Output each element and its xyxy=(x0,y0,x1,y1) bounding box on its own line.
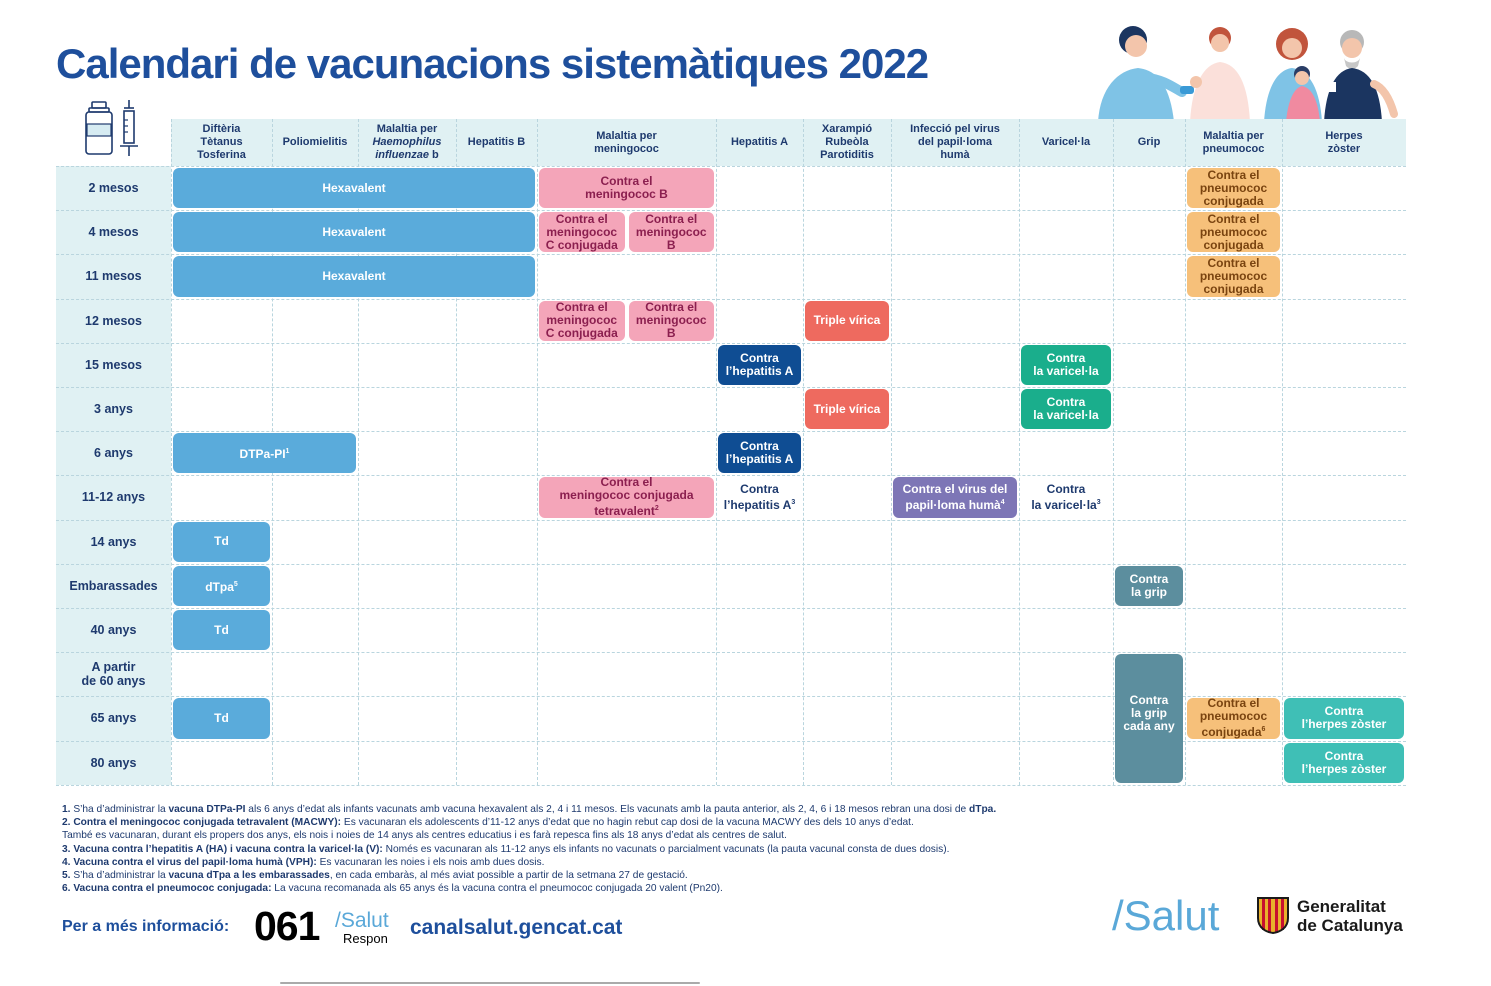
age-row-label xyxy=(56,520,171,564)
cell-text: dTpa$^5$ xyxy=(205,579,238,594)
cell-text: Contra el meningococ C conjugada xyxy=(545,300,618,341)
age-row-label xyxy=(56,608,171,652)
cell-text: DTPa-$PI^1$ xyxy=(239,447,290,462)
age-row-label xyxy=(56,343,171,387)
column-header-text: Hepatitis B xyxy=(467,136,526,148)
footnote-segment: També es vacunaran, durant els propers dos anys, els nois i noies de 14 anys als centres educatius i es farà repesca fins als 18 anys d’edat als centres de salut. xyxy=(62,830,787,842)
footnote-ref: 4 xyxy=(1000,498,1005,506)
column-header-text: Malaltia per pneumococ xyxy=(1202,129,1265,155)
row-divider xyxy=(56,741,1406,742)
row-divider xyxy=(56,652,1406,653)
column-header-text: Herpes zòster xyxy=(1325,129,1363,155)
cell-text: A partir de 60 anys xyxy=(81,660,146,689)
footnote-segment: 5. xyxy=(62,870,74,882)
column-header-hepb xyxy=(456,119,537,166)
row-divider xyxy=(56,564,1406,565)
column-header-text: Diftèria Tètanus Tosferina xyxy=(197,123,246,161)
footnote-line xyxy=(62,829,1162,842)
cell-text: Triple vírica xyxy=(813,401,881,416)
column-divider xyxy=(716,119,717,785)
vaccine-cell xyxy=(1115,654,1183,783)
cell-text: Hexavalent xyxy=(322,224,386,239)
footnote-line xyxy=(62,816,1162,829)
vaccine-cell xyxy=(539,477,714,517)
cell-text: Contra l’hepatitis A xyxy=(725,439,794,467)
cell-text: Contra el meningococ B xyxy=(635,300,707,341)
footnote-segment: vacuna dTpa a les embarassades xyxy=(168,870,330,882)
cell-text: Contra l’hepatitis $A^3$ xyxy=(723,481,796,512)
column-divider xyxy=(537,119,538,785)
website-link[interactable]: canalsalut.gencat.cat xyxy=(410,916,623,939)
vaccine-cell xyxy=(1284,698,1404,738)
age-row-label xyxy=(56,475,171,519)
row-divider xyxy=(56,299,1406,300)
column-header-text: Infecció pel virus del papil·loma humà xyxy=(910,123,1000,161)
cell-text: Contra la varicel·la xyxy=(1033,350,1099,378)
cell-text: Contra l’herpes zòster xyxy=(1301,748,1387,776)
cell-text: Contra la grip cada any xyxy=(1123,692,1175,733)
cell-text: Contra l’hepatitis A xyxy=(725,350,794,378)
generalitat-line-2: de Catalunya xyxy=(1297,916,1403,935)
column-header-polio xyxy=(272,119,358,166)
cell-text: Contra el pneumococ conjugada xyxy=(1199,211,1268,252)
footnote-line xyxy=(62,856,1162,869)
age-row-label xyxy=(56,564,171,608)
column-divider xyxy=(1185,119,1186,785)
vaccine-cell xyxy=(1187,698,1280,738)
vaccine-cell xyxy=(1284,743,1404,783)
footnote-segment: dTpa. xyxy=(969,804,997,815)
cell-text: Contra el meningococ B xyxy=(635,211,707,252)
cell-text: 11-12 anys xyxy=(81,490,146,505)
footnote-segment: S’ha d’administrar la xyxy=(73,804,169,815)
footnote-segment: vacuna DTPa-PI xyxy=(168,804,246,815)
row-divider xyxy=(56,608,1406,609)
vaccine-cell xyxy=(539,168,714,208)
cell-text: 3 anys xyxy=(94,402,133,417)
footnote-ref: 2 xyxy=(654,505,659,513)
vaccine-cell xyxy=(629,301,715,341)
vaccination-calendar-table xyxy=(56,119,1406,785)
column-header-hib xyxy=(358,119,456,166)
column-header-text: Xarampió Rubeòla Parotiditis xyxy=(820,123,874,161)
vaccine-cell xyxy=(1021,345,1111,385)
footnote-ref: 5 xyxy=(233,580,238,588)
cell-text: Contra el pneumococ conjugada xyxy=(1199,255,1268,296)
row-divider xyxy=(56,520,1406,521)
page-title: Calendari de vacunacions sistemàtiques 2022 xyxy=(56,40,929,87)
column-header-text: Grip xyxy=(1137,136,1161,148)
phone-number[interactable]: 061 xyxy=(254,903,320,949)
vaccine-cell xyxy=(629,212,715,252)
footnote-segment: Es vacunaran les noies i els nois amb dues dosis. xyxy=(316,856,545,868)
footnote-segment: S’ha d’administrar la xyxy=(73,870,169,882)
column-divider xyxy=(171,119,172,785)
footnote-segment: 4. Vacuna contra el virus del papil·loma humà (VPH): xyxy=(62,856,317,868)
cell-text: Contra el meningococ C conjugada xyxy=(545,211,618,252)
column-header-pneumo xyxy=(1185,119,1282,166)
vaccine-cell xyxy=(173,566,270,606)
vaccine-cell xyxy=(173,610,270,650)
column-divider xyxy=(891,119,892,785)
row-divider xyxy=(56,431,1406,432)
generalitat-shield-icon xyxy=(1256,896,1290,934)
vaccine-cell xyxy=(1187,256,1280,296)
column-header-grip xyxy=(1113,119,1185,166)
cell-text: Contra el pneumococ conjugada xyxy=(1199,167,1268,208)
row-divider xyxy=(56,475,1406,476)
age-row-label xyxy=(56,254,171,298)
cell-text: Embarassades xyxy=(69,578,158,593)
cell-text: Td xyxy=(214,710,229,725)
vaccine-cell xyxy=(1115,566,1183,606)
cell-text: Hexavalent xyxy=(322,268,386,283)
footnote-segment: 1. xyxy=(62,804,74,815)
footnote-segment: Es vacunaran els adolescents d’11-12 anys d’edat que no hagin rebut cap dosi de la vacuna MACWY des dels 10 anys d’edat. xyxy=(341,817,914,829)
footnote-ref: 3 xyxy=(1096,498,1101,506)
column-header-dtp xyxy=(171,119,272,166)
people-vaccination-illustration xyxy=(1078,18,1400,122)
cell-text: Td xyxy=(214,622,229,637)
column-header-hepa xyxy=(716,119,803,166)
age-row-label xyxy=(56,696,171,740)
cell-text: Contra el virus del papil·loma humà$^4$ xyxy=(902,481,1008,512)
footnote-segment: 6. Vacuna contra el pneumococ conjugada: xyxy=(62,883,272,895)
vaccine-cell xyxy=(718,345,801,385)
more-info-label: Per a més informació: xyxy=(62,918,230,935)
cell-text: 11 mesos xyxy=(85,269,142,284)
vaccine-cell xyxy=(893,477,1017,517)
column-divider xyxy=(803,119,804,785)
cell-text: Contra el meningococ B xyxy=(585,174,668,202)
age-row-label xyxy=(56,652,171,696)
column-header-text: Varicel·la xyxy=(1041,136,1091,148)
age-row-label xyxy=(56,431,171,475)
column-divider xyxy=(1282,119,1283,785)
age-row-label xyxy=(56,299,171,343)
cell-text: 6 anys xyxy=(94,446,133,461)
column-header-text: Malaltia per Haemophilus influenzae b xyxy=(372,123,442,161)
cell-text: 4 mesos xyxy=(88,225,139,240)
vaccine-cell xyxy=(173,212,535,252)
vaccine-cell xyxy=(805,301,889,341)
footnote-line xyxy=(62,869,1162,882)
row-divider xyxy=(56,785,1406,786)
age-row-label xyxy=(56,387,171,431)
footnote-ref: 3 xyxy=(791,498,796,506)
footnote-segment: 2. Contra el meningococ conjugada tetravalent (MACWY): xyxy=(62,817,342,829)
bottom-divider xyxy=(280,982,700,984)
vaccine-cell xyxy=(805,389,889,429)
cell-text: Contra la $varicel\cdot la^3$ xyxy=(1031,481,1101,512)
footnotes xyxy=(62,803,1162,895)
generalitat-line-1: Generalitat xyxy=(1297,897,1386,916)
vaccine-cell xyxy=(173,698,270,738)
vaccine-cell xyxy=(1021,389,1111,429)
vaccine-cell xyxy=(1187,212,1280,252)
salut-respon-brand: /Salut xyxy=(335,909,389,932)
footnote-ref: 1 xyxy=(285,448,290,456)
column-header-vph xyxy=(891,119,1019,166)
vaccine-cell xyxy=(173,256,535,296)
salut-respon-sub: Respon xyxy=(343,931,388,946)
footnote-line xyxy=(62,843,1162,856)
vaccine-cell xyxy=(539,301,625,341)
column-header-text: Poliomielitis xyxy=(282,136,348,148)
footnote-line xyxy=(62,882,1162,895)
cell-text: 2 mesos xyxy=(88,181,139,196)
vaccine-cell xyxy=(539,212,625,252)
row-divider xyxy=(56,166,1406,167)
vaccine-cell xyxy=(718,477,801,517)
age-row-label xyxy=(56,210,171,254)
column-header-text: Hepatitis A xyxy=(730,136,789,148)
row-divider xyxy=(56,387,1406,388)
vaccine-cell xyxy=(1021,477,1111,517)
column-header-mening xyxy=(537,119,716,166)
cell-text: 80 anys xyxy=(90,755,137,770)
cell-text: Contra el pneumococ conjugada$^6$ xyxy=(1199,696,1268,740)
cell-text: 12 mesos xyxy=(85,313,142,328)
vaccine-cell xyxy=(173,522,270,562)
column-header-varicel xyxy=(1019,119,1113,166)
cell-text: Td xyxy=(214,534,229,549)
footnote-segment: La vacuna recomanada als 65 anys és la vacuna contra el pneumococ conjugada 20 valent (Pn20). xyxy=(271,883,723,895)
row-divider xyxy=(56,343,1406,344)
vaccine-cell xyxy=(173,433,356,473)
footnote-ref: 6 xyxy=(1261,726,1266,734)
row-divider xyxy=(56,210,1406,211)
salut-logo: /Salut xyxy=(1112,892,1220,939)
footnote-segment: 3. Vacuna contra l’hepatitis A (HA) i vacuna contra la varicel·la (V): xyxy=(62,843,383,855)
generalitat-logo-text xyxy=(1297,897,1403,935)
cell-text: Contra la varicel·la xyxy=(1033,395,1099,423)
column-header-text: Malaltia per meningococ xyxy=(594,129,659,155)
cell-text: Hexavalent xyxy=(322,180,386,195)
column-divider xyxy=(1019,119,1020,785)
cell-text: Triple vírica xyxy=(813,313,881,328)
column-header-xrp xyxy=(803,119,891,166)
vaccine-cell xyxy=(1187,168,1280,208)
cell-text: Contra l’herpes zòster xyxy=(1301,704,1387,732)
age-row-label xyxy=(56,741,171,785)
footnote-segment: , en cada embaràs, al més aviat possible a partir de la setmana 27 de gestació. xyxy=(329,870,688,882)
footnote-line xyxy=(62,803,1162,816)
row-divider xyxy=(56,254,1406,255)
cell-text: Contra el meningococ conjugada tetravalent$^2$ xyxy=(559,475,694,519)
column-divider xyxy=(1113,119,1114,785)
cell-text: 40 anys xyxy=(90,623,137,638)
footnote-segment: als 6 anys d’edat als infants vacunats amb vacuna hexavalent als 2, 4 i 11 mesos. Els vacunats amb la pauta anterior, als 2, 4, 6 i 18 mesos rebran una dosi de xyxy=(245,804,969,815)
vaccine-cell xyxy=(718,433,801,473)
age-row-label xyxy=(56,166,171,210)
cell-text: 65 anys xyxy=(90,711,137,726)
vaccine-cell xyxy=(173,168,535,208)
column-header-herpes xyxy=(1282,119,1406,166)
footnote-segment: Només es vacunaran als 11-12 anys els infants no vacunats o parcialment vacunats (la pauta vacunal consta de dues dosis). xyxy=(382,843,950,855)
cell-text: 14 anys xyxy=(90,534,137,549)
cell-text: Contra la grip xyxy=(1129,571,1169,599)
cell-text: 15 mesos xyxy=(85,357,142,372)
